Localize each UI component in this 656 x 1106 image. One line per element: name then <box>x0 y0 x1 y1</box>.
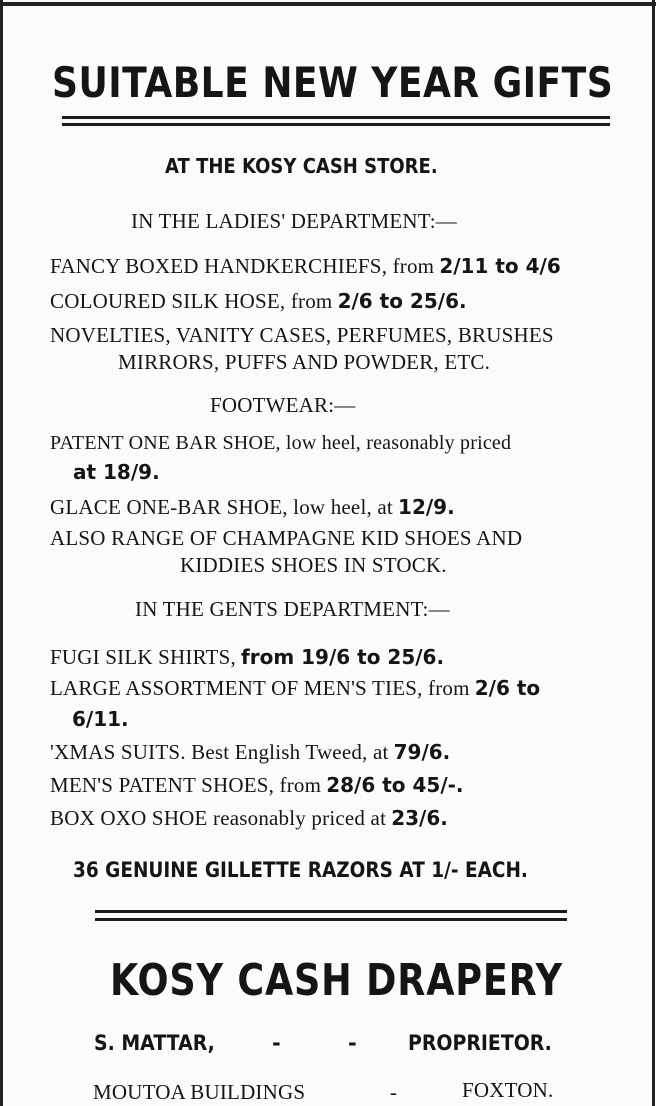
item-text: FUGI SILK SHIRTS, <box>50 645 236 669</box>
footer-rule-bottom <box>95 918 567 921</box>
top-border <box>0 2 656 6</box>
footwear-item-patent-line1: PATENT ONE BAR SHOE, low heel, reasonably priced <box>50 432 512 454</box>
item-price: 2/6 to <box>474 676 541 700</box>
razors-line: 36 GENUINE GILLETTE RAZORS AT 1/- EACH. <box>73 858 528 882</box>
headline: SUITABLE NEW YEAR GIFTS <box>52 58 614 107</box>
store-subtitle: AT THE KOSY CASH STORE. <box>165 154 438 178</box>
item-price: 79/6. <box>393 740 451 764</box>
footwear-item-range-line1: ALSO RANGE OF CHAMPAGNE KID SHOES AND <box>50 526 523 550</box>
gents-item-ties <box>50 676 540 701</box>
town: FOXTON. <box>462 1078 554 1102</box>
footwear-item-glace <box>50 495 455 520</box>
gents-heading: IN THE GENTS DEPARTMENT:— <box>135 597 450 621</box>
footwear-item-patent-price: at 18/9. <box>73 460 160 484</box>
owner-name: S. MATTAR, <box>94 1031 215 1055</box>
owner-dash-1: - <box>272 1031 281 1055</box>
address: MOUTOA BUILDINGS <box>93 1080 306 1104</box>
ladies-item-novelties-line2: MIRRORS, PUFFS AND POWDER, ETC. <box>118 350 491 374</box>
item-text: COLOURED SILK HOSE, from <box>50 289 333 313</box>
item-price: 2/6 to 25/6. <box>337 289 467 313</box>
gents-item-shirts <box>50 645 444 670</box>
item-text: BOX OXO SHOE reasonably priced at <box>50 806 387 830</box>
item-text: GLACE ONE-BAR SHOE, low heel, at <box>50 495 393 519</box>
gents-item-suits <box>50 740 450 765</box>
item-price: from 19/6 to 25/6. <box>241 645 445 669</box>
footwear-item-range-line2: KIDDIES SHOES IN STOCK. <box>180 553 447 577</box>
left-border <box>0 0 3 1106</box>
item-text: FANCY BOXED HANDKERCHIEFS, from <box>50 254 435 278</box>
headline-rule-top <box>62 116 610 119</box>
gents-item-box-oxo <box>50 806 448 831</box>
ladies-item-novelties-line1: NOVELTIES, VANITY CASES, PERFUMES, BRUSHES <box>50 323 554 347</box>
footwear-heading: FOOTWEAR:— <box>210 393 356 417</box>
item-price: 2/11 to 4/6 <box>439 254 561 278</box>
ladies-item-silk-hose <box>50 289 467 314</box>
footer-rule-top <box>95 910 567 913</box>
gents-item-patent-shoes <box>50 773 464 798</box>
ladies-item-handkerchiefs <box>50 254 561 279</box>
owner-dash-2: - <box>348 1031 357 1055</box>
item-price: 12/9. <box>398 495 455 519</box>
ladies-heading: IN THE LADIES' DEPARTMENT:— <box>131 209 457 233</box>
item-price: 23/6. <box>391 806 448 830</box>
gents-item-ties-price-cont: 6/11. <box>72 707 129 731</box>
item-text: LARGE ASSORTMENT OF MEN'S TIES, from <box>50 676 470 700</box>
item-text: 'XMAS SUITS. Best English Tweed, at <box>50 740 389 764</box>
headline-rule-bottom <box>62 123 610 126</box>
right-border <box>652 0 655 1106</box>
owner-role: PROPRIETOR. <box>408 1031 552 1055</box>
footer-title: KOSY CASH DRAPERY <box>110 955 563 1006</box>
address-dash: - <box>390 1080 398 1104</box>
item-price: 28/6 to 45/-. <box>326 773 464 797</box>
item-text: MEN'S PATENT SHOES, from <box>50 773 322 797</box>
